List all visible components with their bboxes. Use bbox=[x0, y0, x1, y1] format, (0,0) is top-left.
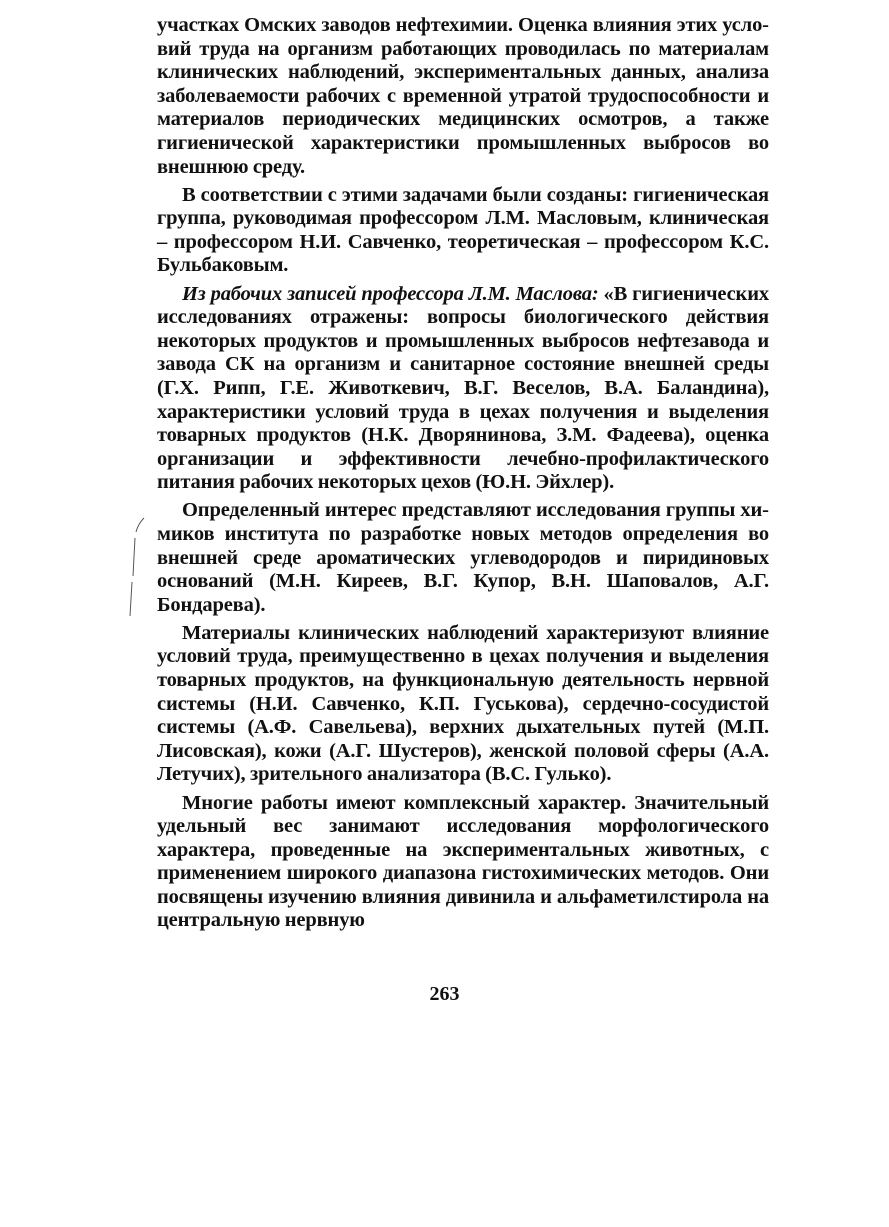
paragraph-1 bbox=[157, 14, 769, 179]
paragraph-text: В соответствии с этими задачами были созданы: гигиеническая группа, руководимая профессором Л.М. Масловым, клиническая – профессором Н.И. Савченко, теоретическая – профессором К.С. Бульбаковым. bbox=[157, 183, 769, 277]
paragraph-5 bbox=[157, 622, 769, 787]
paragraph-text: Определенный интерес представляют исследования группы химиков института по разработке новых методов определения во внешней среде ароматических углеводородов и пиридиновых оснований (М.Н. Киреев, В.Г. Купор, В.Н. Шаповалов, А.Г. Бондарева). bbox=[157, 499, 769, 616]
paragraph-text: участках Омских заводов нефтехимии. Оценка влияния этих условий труда на организм работающих проводилась по материалам клинических наблюдений, экспериментальных данных, анализа заболеваемости рабочих с временной утратой трудоспособности и материалов периодических медицинских осмотров, а также гигиенической характеристики промышленных выбросов во внешнюю среду. bbox=[157, 14, 769, 178]
paragraph-6 bbox=[157, 792, 769, 934]
paragraph-text: «В гигиенических исследованиях отражены: вопросы биологического действия некоторых продуктов и промышленных выбросов нефтезавода и завода СК на организм и санитарное состояние внешней среды (Г.Х. Рипп, Г.Е. Животкевич, В.Г. Веселов, В.А. Баландина), характеристики условий труда в цехах получения и выделения товарных продуктов (Н.К. Дворянинова, З.М. Фадеева), оценка организации и эффективности лечебно-профилактического питания рабочих некоторых цехов (Ю.Н. Эйхлер). bbox=[157, 282, 769, 494]
paragraph-lead-in: Из рабочих записей профессора Л.М. Маслова: bbox=[182, 282, 599, 305]
paragraph-4 bbox=[157, 499, 769, 617]
paragraph-text: Материалы клинических наблюдений характеризуют влияние условий труда, преимущественно в цехах получения и выделения товарных продуктов, на функциональную деятельность нервной системы (Н.И. Савченко, К.П. Гуськова), сердечно-сосудистой системы (А.Ф. Савельева), верхних дыхательных путей (М.П. Лисовская), кожи (А.Г. Шустеров), женской половой сферы (А.А. Летучих), зрительного анализатора (В.С. Гулько). bbox=[157, 621, 769, 786]
paragraph-3 bbox=[157, 283, 769, 495]
paragraph-text: Многие работы имеют комплексный характер. Значительный удельный вес занимают исследования морфологического характера, проведенные на экспериментальных животных, с применением широкого диапазона гистохимических методов. Они посвящены изучению влияния дивинила и альфаметилстирола на центральную нервную bbox=[157, 791, 769, 932]
margin-pencil-mark bbox=[118, 516, 148, 636]
body-text bbox=[157, 14, 769, 933]
paragraph-2 bbox=[157, 184, 769, 278]
page-number: 263 bbox=[429, 983, 460, 1005]
